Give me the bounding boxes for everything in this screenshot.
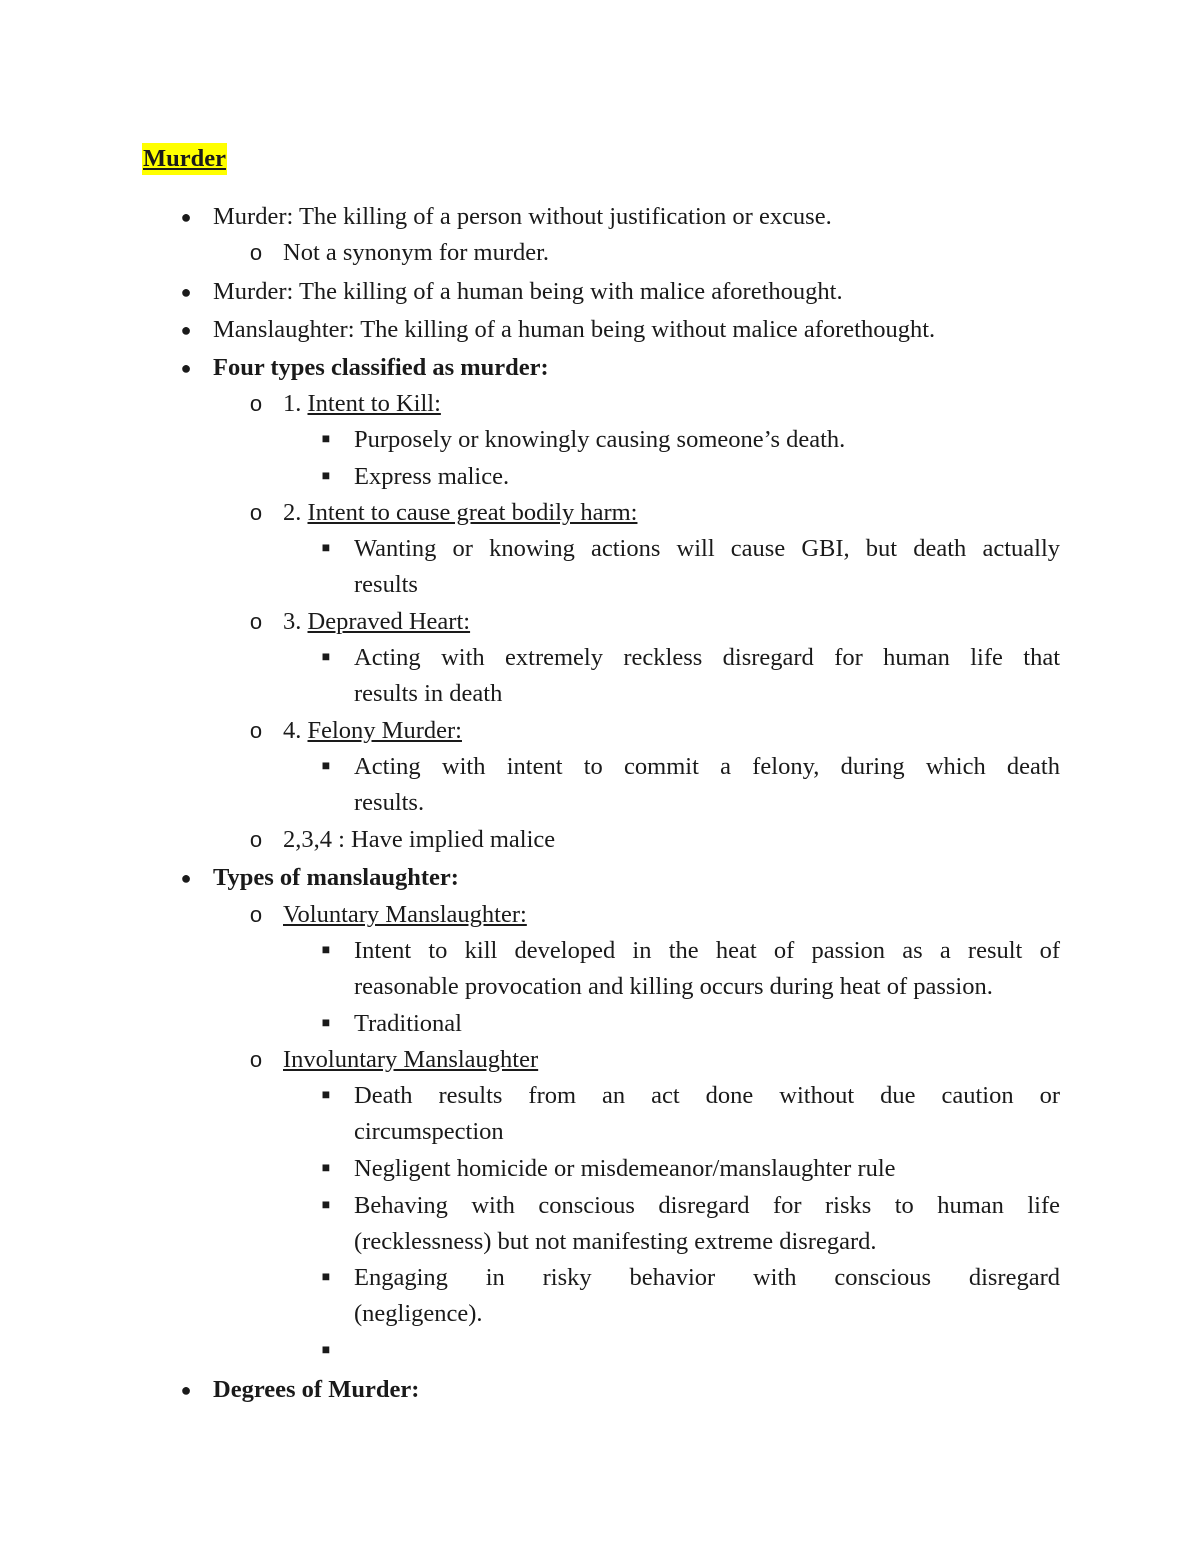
item-number: 3.: [283, 608, 308, 635]
sub-sub-list-item-text: Intent to kill developed in the heat of passion as a result of: [354, 937, 1060, 964]
list-item-text: Types of manslaughter:: [213, 864, 459, 891]
item-title: Depraved Heart:: [307, 608, 471, 635]
sub-sub-list-item-text: Negligent homicide or misdemeanor/manslaughter rule: [354, 1155, 896, 1182]
bullet-square-icon: ■: [321, 541, 331, 556]
bullet-square-icon: ■: [321, 1016, 331, 1031]
bullet-dot-icon: ●: [180, 282, 192, 302]
list-item-text: Manslaughter: The killing of a human being without malice aforethought.: [213, 316, 936, 343]
sub-list-item-text: Involuntary Manslaughter: [283, 1046, 539, 1073]
sub-list-item-text: [283, 604, 470, 640]
bullet-circle-icon: o: [249, 1047, 263, 1072]
bullet-circle-icon: o: [249, 500, 263, 525]
sub-sub-list-item-text: (recklessness) but not manifesting extreme disregard.: [354, 1228, 877, 1255]
list-item-text: Murder: The killing of a human being with malice aforethought.: [213, 278, 843, 305]
item-number: 1.: [283, 390, 308, 417]
bullet-square-icon: ■: [321, 432, 331, 447]
bullet-circle-icon: o: [249, 240, 263, 265]
sub-sub-list-item-text: results.: [354, 789, 425, 816]
bullet-square-icon: ■: [321, 469, 331, 484]
sub-sub-list-item-text: Behaving with conscious disregard for risks to human life: [354, 1192, 1060, 1219]
sub-sub-list-item-text: Engaging in risky behavior with conscious disregard: [354, 1264, 1060, 1291]
item-number: 2.: [283, 499, 308, 526]
sub-list-item-text: [283, 495, 637, 531]
sub-sub-list-item-text: Acting with intent to commit a felony, during which death: [354, 753, 1060, 780]
sub-sub-list-item-text: Traditional: [354, 1010, 462, 1037]
bullet-circle-icon: o: [249, 827, 263, 852]
bullet-square-icon: ■: [321, 650, 331, 665]
bullet-dot-icon: ●: [180, 868, 192, 888]
sub-list-item-text: Not a synonym for murder.: [283, 239, 550, 266]
sub-list-item-text: Voluntary Manslaughter:: [283, 901, 527, 928]
sub-sub-list-item-text: Wanting or knowing actions will cause GBI, but death actually: [354, 535, 1060, 562]
bullet-circle-icon: o: [249, 902, 263, 927]
item-title: Intent to Kill:: [307, 390, 441, 417]
item-number: 4.: [283, 717, 308, 744]
list-item-text: Four types classified as murder:: [213, 354, 549, 381]
bullet-square-icon: ■: [321, 1161, 331, 1176]
bullet-square-icon: ■: [321, 1270, 331, 1285]
bullet-circle-icon: o: [249, 609, 263, 634]
sub-list-item-text: [283, 386, 441, 422]
sub-list-item-text: 2,3,4 : Have implied malice: [283, 826, 556, 853]
sub-sub-list-item-text: results: [354, 571, 418, 598]
sub-sub-list-item-text: Acting with extremely reckless disregard for human life that: [354, 644, 1060, 671]
list-item-text: Degrees of Murder:: [213, 1376, 420, 1403]
bullet-square-icon: ■: [321, 1088, 331, 1103]
list-item-text: Murder: The killing of a person without justification or excuse.: [213, 203, 832, 230]
sub-sub-list-item-text: Purposely or knowingly causing someone’s death.: [354, 426, 846, 453]
bullet-dot-icon: ●: [180, 320, 192, 340]
sub-sub-list-item-text: circumspection: [354, 1118, 504, 1145]
page-heading: Murder: [142, 143, 227, 175]
bullet-dot-icon: ●: [180, 358, 192, 378]
item-title: Felony Murder:: [307, 717, 462, 744]
bullet-dot-icon: ●: [180, 1380, 192, 1400]
bullet-square-icon: ■: [321, 943, 331, 958]
bullet-square-icon: ■: [321, 1343, 331, 1358]
sub-sub-list-item-text: results in death: [354, 680, 503, 707]
bullet-circle-icon: o: [249, 718, 263, 743]
sub-sub-list-item-text: Express malice.: [354, 463, 510, 490]
item-title: Intent to cause great bodily harm:: [307, 499, 638, 526]
sub-sub-list-item-text: Death results from an act done without due caution or: [354, 1082, 1060, 1109]
sub-sub-list-item-text: reasonable provocation and killing occurs during heat of passion.: [354, 973, 993, 1000]
sub-sub-list-item-text: (negligence).: [354, 1300, 483, 1327]
bullet-square-icon: ■: [321, 1198, 331, 1213]
bullet-circle-icon: o: [249, 391, 263, 416]
bullet-square-icon: ■: [321, 759, 331, 774]
sub-list-item-text: [283, 713, 462, 749]
bullet-dot-icon: ●: [180, 207, 192, 227]
